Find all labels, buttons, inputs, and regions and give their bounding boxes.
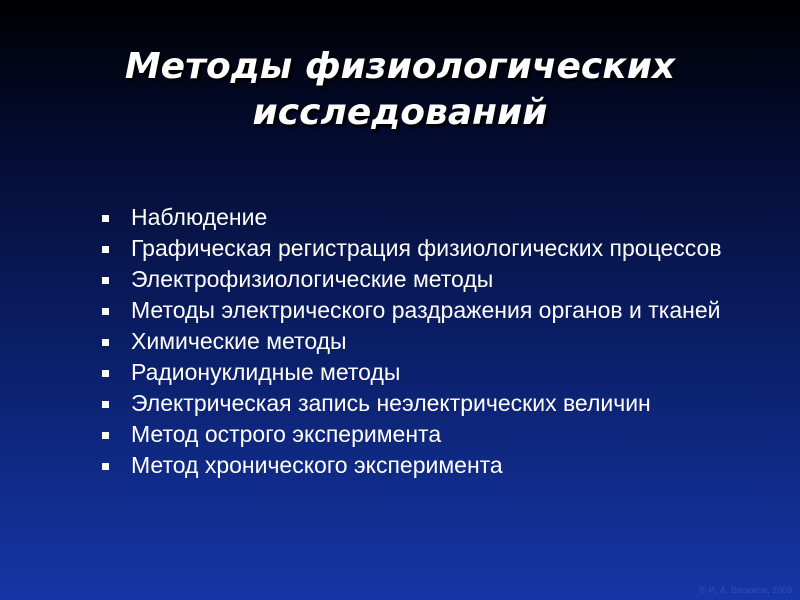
list-item [102, 359, 752, 385]
list-item-text: Метод острого эксперимента [131, 421, 442, 447]
list-item [102, 297, 752, 323]
list-item-text: Химические методы [131, 328, 347, 354]
list-item [102, 235, 752, 261]
list-item [102, 452, 752, 478]
list-item-text: Графическая регистрация физиологических процессов [131, 235, 722, 261]
list-item-text: Радионуклидные методы [131, 359, 401, 385]
square-bullet-icon [102, 432, 109, 439]
slide-title [0, 44, 800, 136]
slide-title-line-1: Методы физиологических [124, 46, 676, 87]
copyright-notice: © И. А. Васюков, 2009 [699, 585, 792, 595]
square-bullet-icon [102, 308, 109, 315]
square-bullet-icon [102, 370, 109, 377]
list-item [102, 390, 752, 416]
square-bullet-icon [102, 463, 109, 470]
list-item [102, 204, 752, 230]
list-item-text: Электрофизиологические методы [131, 266, 494, 292]
square-bullet-icon [102, 215, 109, 222]
list-item-text: Методы электрического раздражения органов и тканей [131, 297, 721, 323]
list-item-text: Электрическая запись неэлектрических величин [131, 390, 651, 416]
square-bullet-icon [102, 401, 109, 408]
square-bullet-icon [102, 246, 109, 253]
list-item [102, 328, 752, 354]
list-item [102, 421, 752, 447]
square-bullet-icon [102, 277, 109, 284]
list-item-text: Метод хронического эксперимента [131, 452, 503, 478]
square-bullet-icon [102, 339, 109, 346]
list-item-text: Наблюдение [131, 204, 268, 230]
slide-title-line-2: исследований [252, 92, 548, 133]
bullet-list [102, 204, 752, 483]
list-item [102, 266, 752, 292]
